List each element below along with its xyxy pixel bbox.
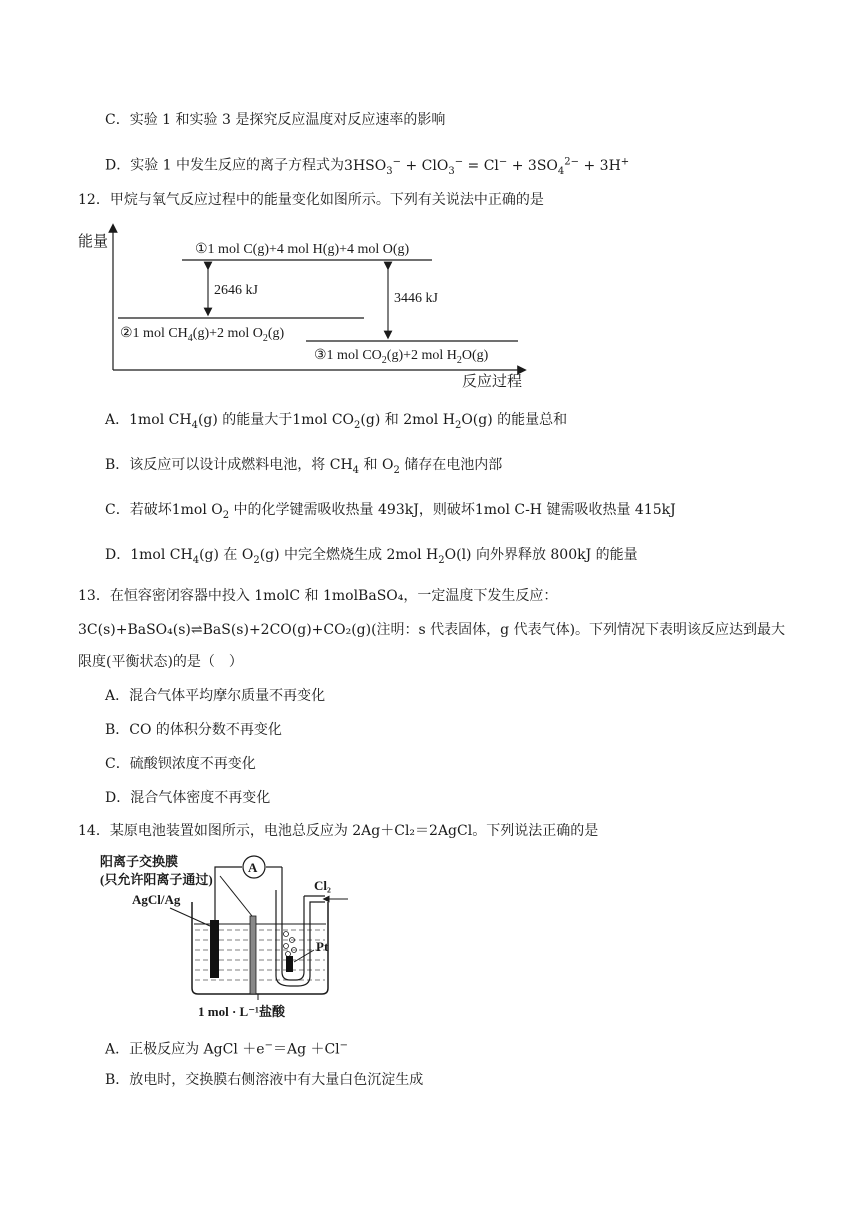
external-wire [215, 867, 242, 920]
q13-option-a: A．混合气体平均摩尔质量不再变化 [105, 688, 326, 704]
cation-exchange-membrane [250, 916, 256, 994]
delta-2-label: 3446 kJ [394, 291, 438, 306]
gas-bubbles [284, 932, 297, 957]
y-axis-label: 能量 [78, 234, 109, 250]
solution-label: 1 mol · L⁻¹盐酸 [198, 1004, 285, 1019]
membrane-label: 阳离子交换膜 [100, 854, 179, 869]
q13-option-d: D．混合气体密度不再变化 [105, 790, 271, 806]
x-axis-label: 反应过程 [462, 374, 523, 390]
membrane-note: (只允许阳离子通过) [100, 872, 213, 887]
q12-stem: 12．甲烷与氧气反应过程中的能量变化如图所示。下列有关说法中正确的是 [78, 192, 544, 208]
q14-option-b: B．放电时，交换膜右侧溶液中有大量白色沉淀生成 [105, 1072, 424, 1088]
energy-diagram [70, 222, 540, 394]
q13-option-b: B．CO 的体积分数不再变化 [105, 722, 282, 738]
cl2-label: Cl₂ [314, 878, 331, 893]
q13-stem-line-1: 13．在恒容密闭容器中投入 1molC 和 1molBaSO₄，一定温度下发生反应： [78, 588, 558, 604]
left-electrode-label: AgCl/Ag [132, 892, 181, 907]
q12-option-b: B．该反应可以设计成燃料电池，将 $CH_4$ 和 $O_2$ 储存在电池内部 [105, 457, 503, 476]
ammeter-label: A [248, 860, 258, 875]
q12-option-d: D．1mol $CH_4(g)$ 在 $O_2(g)$ 中完全燃烧生成 2mol $H_2O(l)$ 向外界释放 800kJ 的能量 [105, 547, 638, 566]
q11-option-c: C．实验 1 和实验 3 是探究反应温度对反应速率的影响 [105, 112, 446, 128]
q11-option-d: D．实验 1 中发生反应的离子方程式为$3HSO_3^- + ClO_3^- = Cl^- + 3SO_4^{2-} + 3H^+$ [105, 156, 630, 177]
pt-label: Pt [316, 939, 329, 954]
q13-option-c: C．硫酸钡浓度不再变化 [105, 756, 256, 772]
q12-option-a: A．1mol $CH_4(g)$ 的能量大于1mol $CO_2(g)$ 和 2mol $H_2O(g)$ 的能量总和 [105, 412, 568, 431]
q14-option-a: A．正极反应为 AgCl ＋e−＝Ag ＋Cl− [105, 1040, 349, 1058]
level-1-label: ①1 mol C(g)+4 mol H(g)+4 mol O(g) [195, 242, 410, 257]
delta-1-label: 2646 kJ [214, 283, 258, 298]
q13-stem-line-2: 3C(s)+BaSO₄(s)⇌BaS(s)+2CO(g)+CO₂(g)(注明：s 代表固体，g 代表气体)。下列情况下表明该反应达到最大 [78, 622, 786, 638]
q14-stem: 14．某原电池装置如图所示，电池总反应为 2Ag＋Cl₂＝2AgCl。下列说法正确的是 [78, 823, 599, 839]
pt-electrode [286, 956, 293, 972]
q13-stem-line-3: 限度(平衡状态)的是（ ） [78, 654, 243, 670]
agcl-ag-electrode [210, 920, 219, 978]
ionic-equation: $3HSO_3^- + ClO_3^- = Cl^- + 3SO_4^{2-} + 3H^+$ [344, 156, 630, 177]
q12-option-c: C．若破坏1mol $O_2$ 中的化学键需吸收热量 493kJ，则破坏1mol C-H 键需吸收热量 415kJ [105, 502, 676, 521]
galvanic-cell-diagram [100, 850, 360, 1022]
level-2-label: ②1 mol $CH_4(g)+2$ mol $O_2(g)$ [120, 326, 285, 344]
level-3-label: ③1 mol $CO_2(g)+2$ mol $H_2O(g)$ [314, 348, 489, 366]
